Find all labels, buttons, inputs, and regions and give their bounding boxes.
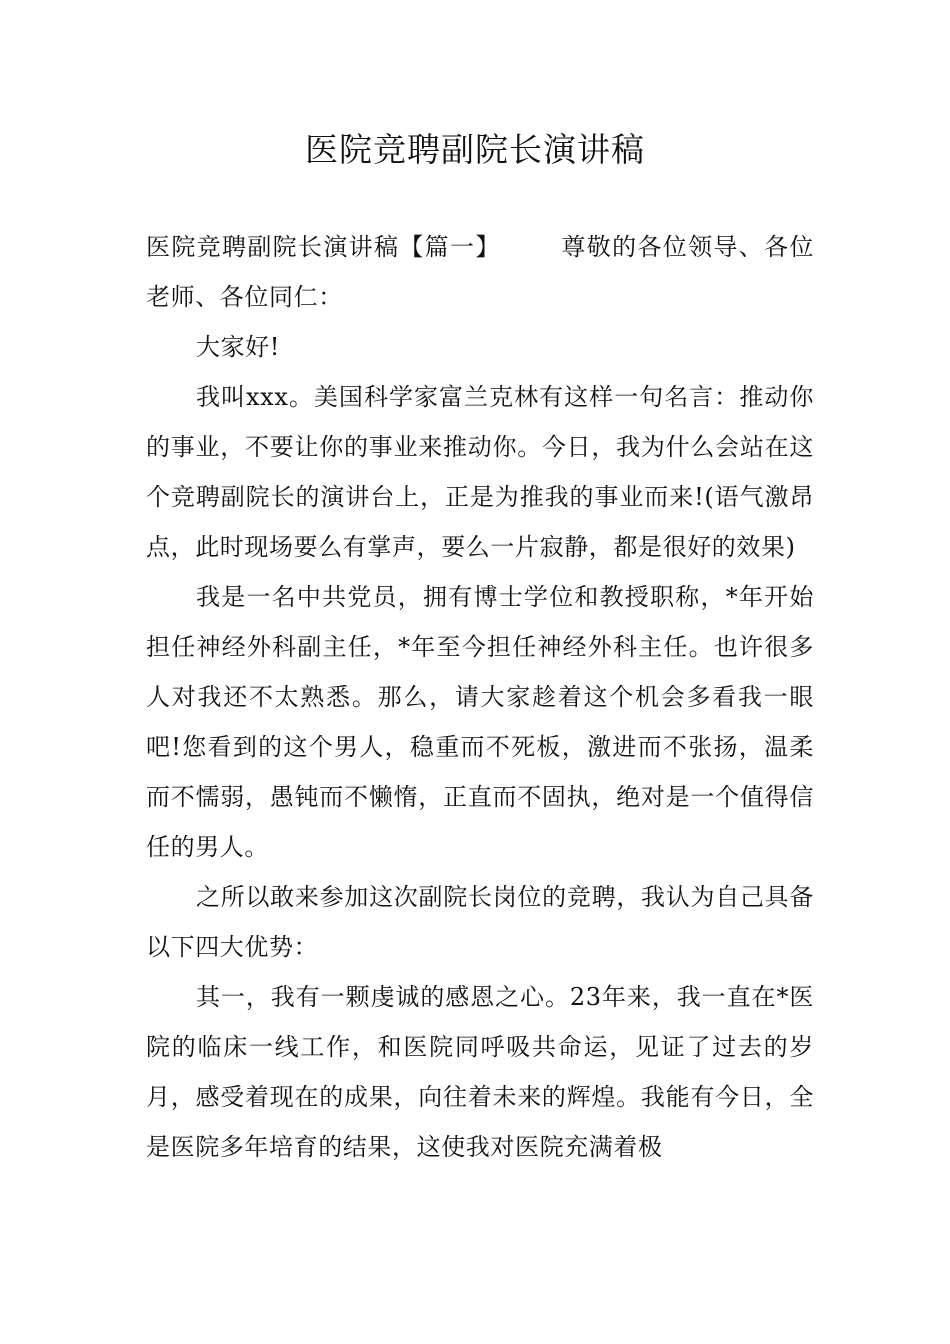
intro-paragraph [146, 222, 814, 322]
paragraph-advantages-lead: 之所以敢来参加这次副院长岗位的竞聘，我认为自己具备以下四大优势： [146, 883, 814, 961]
document-title: 医院竞聘副院长演讲稿 [305, 130, 645, 169]
paragraph-introduction: 我叫xxx。美国科学家富兰克林有这样一句名言：推动你的事业，不要让你的事业来推动你。今日，我为什么会站在这个竞聘副院长的演讲台上，正是为推我的事业而来!(语气激昂点，此时现场要么有掌声，要么一片寂静，都是很好的效果) [146, 383, 814, 561]
document-body [146, 222, 814, 1172]
paragraph-greeting: 大家好! [196, 333, 281, 361]
section-heading: 医院竞聘副院长演讲稿【篇一】 [146, 233, 501, 261]
salutation: 尊敬的各位领导、各位老师、各位同仁： [146, 233, 815, 311]
paragraph-advantage-one: 其一，我有一颗虔诚的感恩之心。23年来，我一直在*医院的临床一线工作，和医院同呼吸共命运，见证了过去的岁月，感受着现在的成果，向往着未来的辉煌。我能有今日，全是医院多年培育的结果，这使我对医院充满着极 [146, 983, 814, 1161]
paragraph-background: 我是一名中共党员，拥有博士学位和教授职称，*年开始担任神经外科副主任，*年至今担任神经外科主任。也许很多人对我还不太熟悉。那么，请大家趁着这个机会多看我一眼吧!您看到的这个男人，稳重而不死板，激进而不张扬，温柔而不懦弱，愚钝而不懒惰，正直而不固执，绝对是一个值得信任的男人。 [146, 583, 814, 861]
